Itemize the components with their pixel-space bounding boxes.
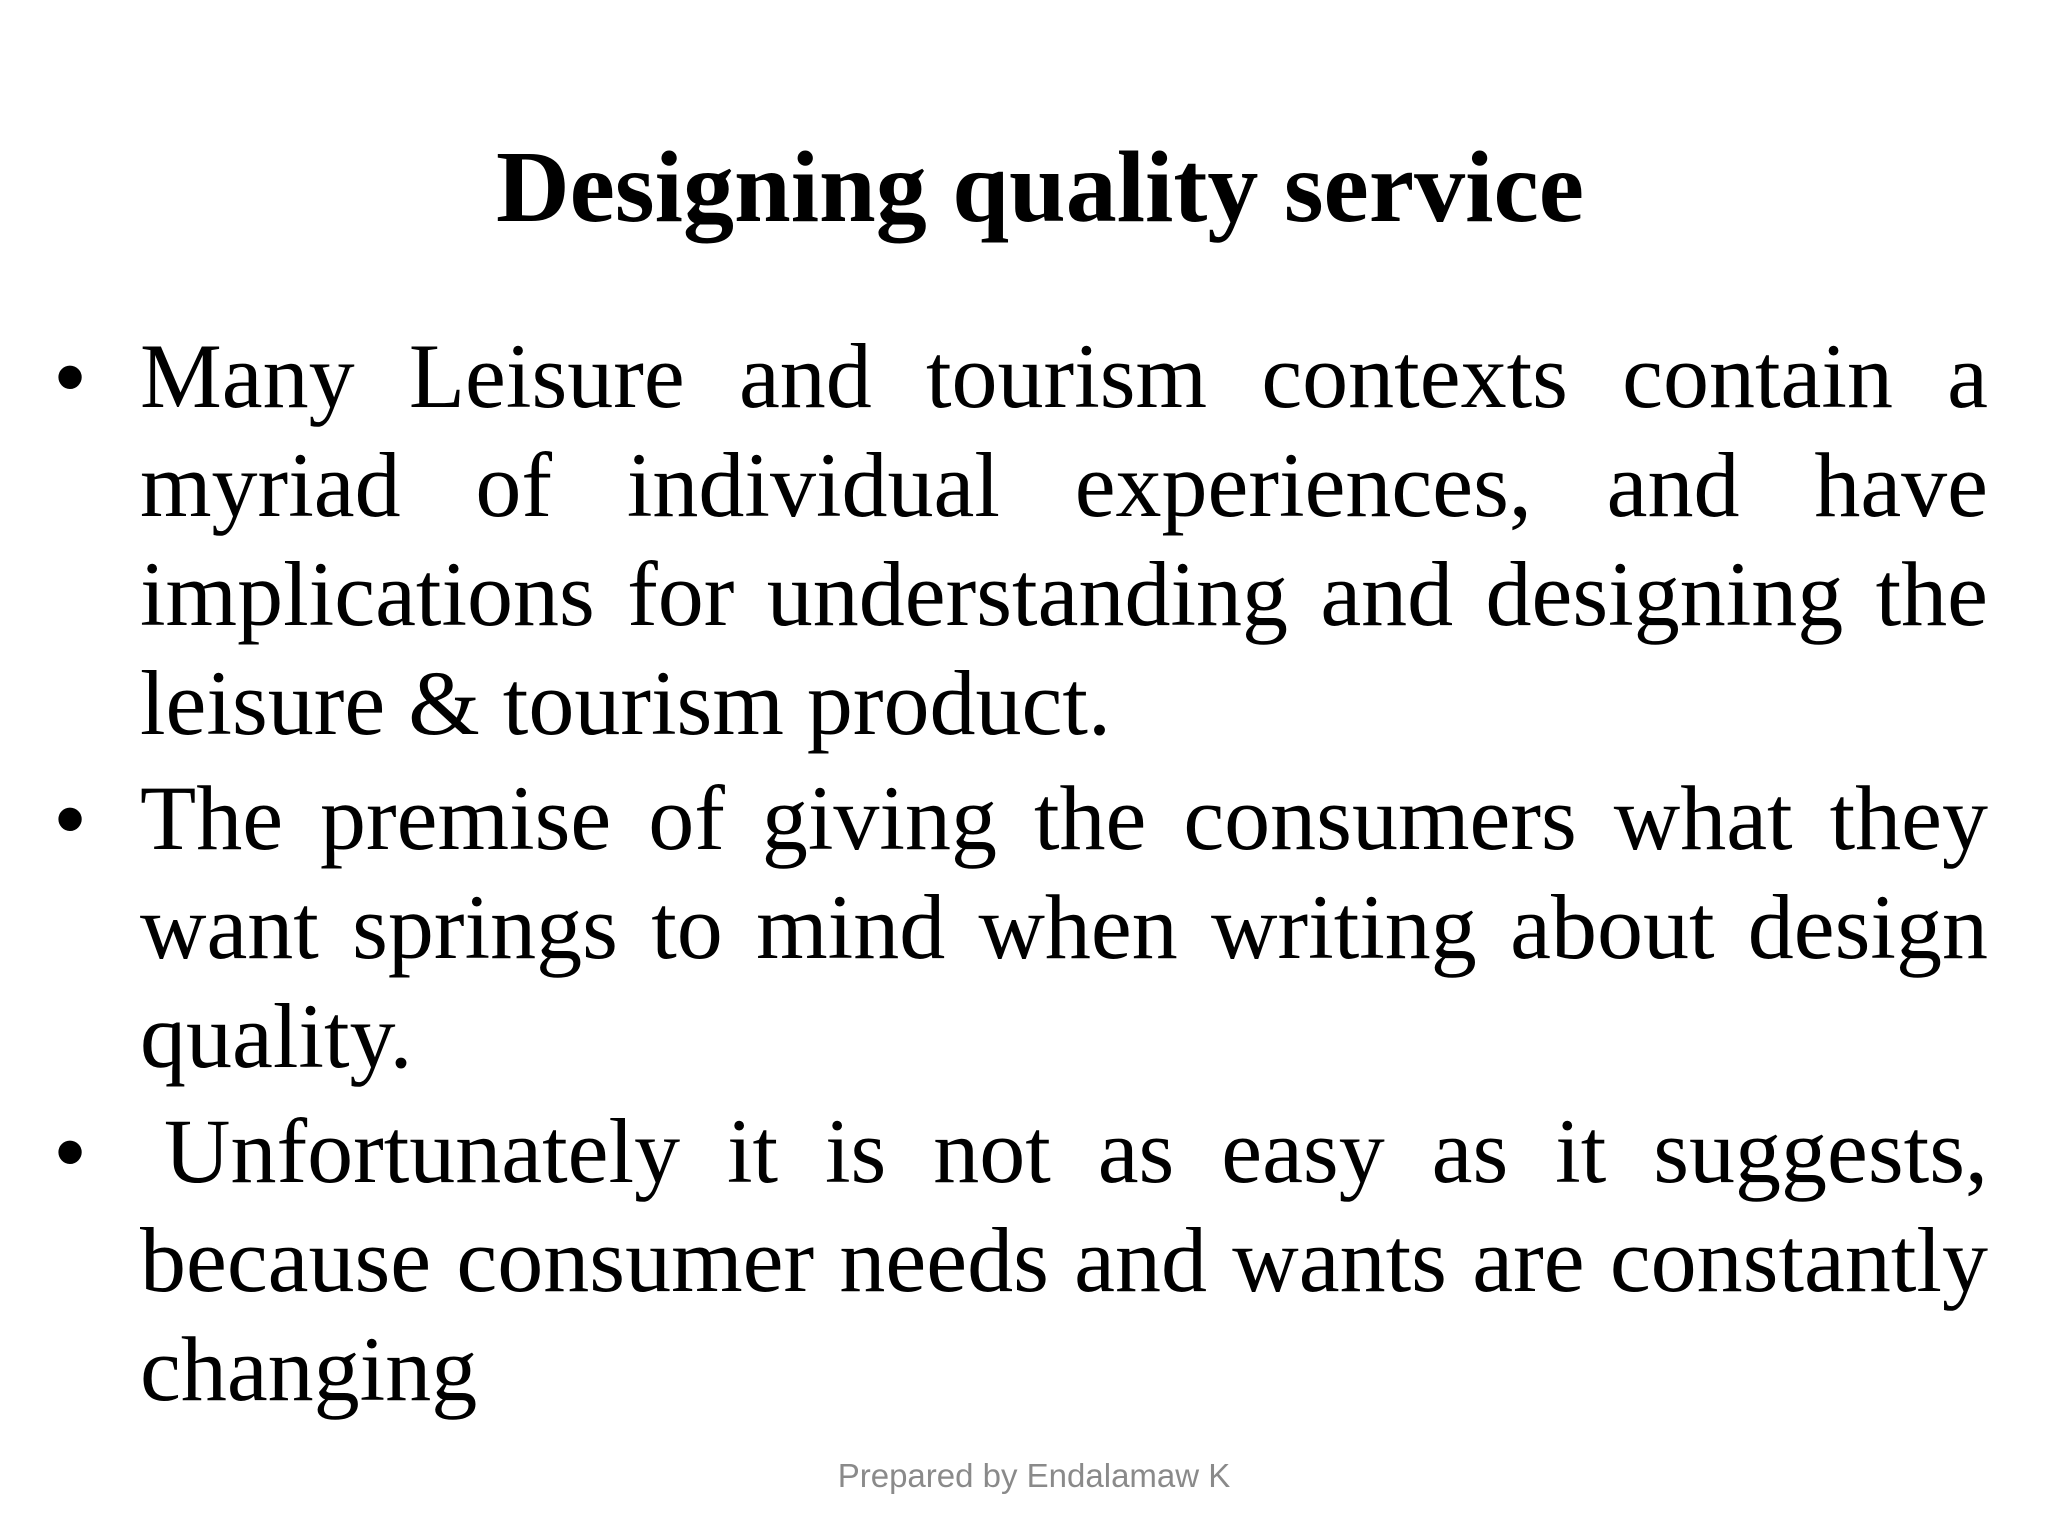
bullet-marker: • <box>55 1104 86 1200</box>
bullet-marker: • <box>55 329 86 425</box>
slide-footer: Prepared by Endalamaw K <box>837 1457 1231 1494</box>
bullet-item <box>0 322 2048 758</box>
slide-title: Designing quality service <box>496 131 1584 244</box>
bullet-item <box>0 1097 2048 1424</box>
bullet-item <box>0 764 2048 1091</box>
bullet-text: Many Leisure and tourism contexts contain a myriad of individual experiences, and have implications for understanding and designing the leisure & tourism product. <box>140 325 1988 754</box>
bullet-text: Unfortunately it is not as easy as it suggests, because consumer needs and wants are constantly changing <box>140 1100 1988 1420</box>
bullet-text: The premise of giving the consumers what they want springs to mind when writing about design quality. <box>140 767 1988 1087</box>
bullet-marker: • <box>55 771 86 867</box>
bullet-list <box>0 322 2048 1430</box>
